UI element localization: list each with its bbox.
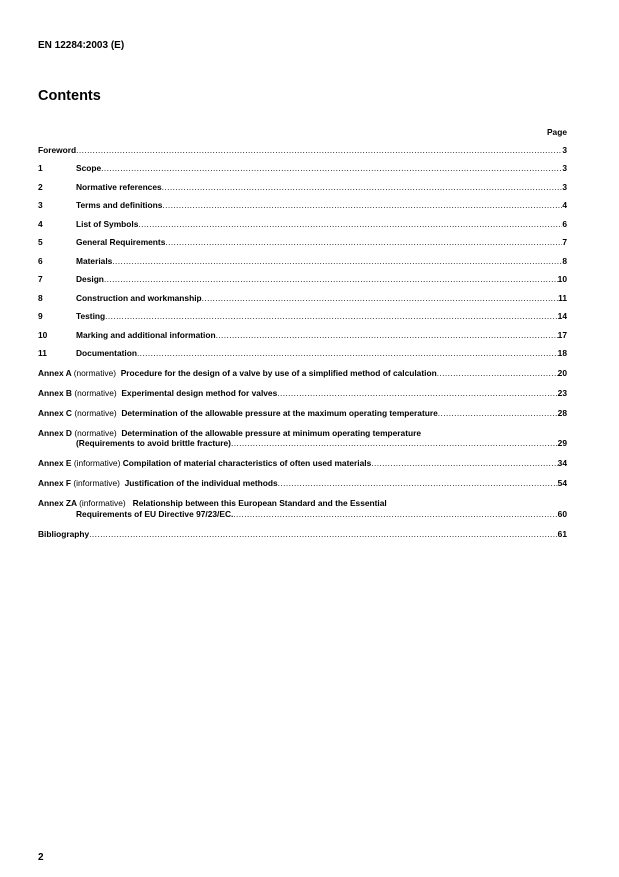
toc-entry-number: 11: [38, 348, 47, 359]
toc-entry-scope[interactable]: [38, 163, 567, 173]
toc-entry-page: 60: [557, 508, 567, 519]
toc-entry-number: 9: [38, 311, 43, 322]
toc-entry-marking[interactable]: [38, 330, 567, 340]
toc-entry-page: 3: [562, 163, 567, 174]
annex-type: (normative): [74, 428, 117, 439]
toc-entry-annex-a[interactable]: [38, 368, 567, 378]
page-number: 2: [38, 852, 44, 863]
toc-entry-foreword[interactable]: [38, 145, 567, 155]
dot-leader: [76, 145, 562, 155]
toc-entry-construction-and-workmanship[interactable]: [38, 293, 567, 303]
dot-leader: [371, 458, 557, 468]
toc-entry-page: 3: [562, 145, 567, 155]
toc-entry-materials[interactable]: [38, 256, 567, 266]
annex-type: (informative): [79, 498, 126, 509]
toc-entry-title: Foreword: [38, 145, 77, 155]
toc-entry-page: 34: [557, 458, 567, 469]
annex-title-line2: (Requirements to avoid brittle fracture): [76, 438, 231, 449]
dot-leader: [165, 237, 562, 247]
toc-entry-terms-and-definitions[interactable]: [38, 200, 567, 210]
document-id: EN 12284:2003 (E): [38, 40, 125, 51]
toc-entry-annex-e[interactable]: [38, 458, 567, 468]
toc-entry-title: Materials: [76, 255, 113, 266]
page-column-heading: Page: [546, 127, 567, 137]
dot-leader: [112, 256, 562, 266]
annex-title-line1: Determination of the allowable pressure at minimum operating temperature: [121, 428, 422, 439]
toc-entry-number: 7: [38, 274, 43, 285]
toc-entry-list-of-symbols[interactable]: [38, 219, 567, 229]
toc-entry-page: 20: [557, 368, 567, 379]
dot-leader: [233, 509, 557, 519]
toc-entry-testing[interactable]: [38, 311, 567, 321]
dot-leader: [278, 478, 558, 488]
dot-leader: [162, 200, 562, 210]
toc-entry-number: 10: [38, 329, 48, 340]
dot-leader: [216, 330, 558, 340]
toc-entry-number: 1: [38, 163, 43, 174]
toc-entry-title: General Requirements: [76, 237, 166, 248]
annex-label: Annex B: [38, 388, 72, 399]
annex-title: Determination of the allowable pressure at the maximum operating temperature: [121, 408, 438, 419]
toc-entry-title: Documentation: [76, 348, 137, 359]
toc-entry-title: Marking and additional information: [76, 329, 216, 340]
toc-entry-annex-b[interactable]: [38, 388, 567, 398]
toc-entry-number: 2: [38, 181, 43, 192]
toc-entry-normative-references[interactable]: [38, 182, 567, 192]
toc-entry-annex-za[interactable]: [38, 498, 567, 518]
toc-entry-general-requirements[interactable]: [38, 237, 567, 247]
toc-entry-page: 4: [562, 200, 567, 211]
toc-entry-page: 54: [557, 478, 567, 489]
annex-title: Procedure for the design of a valve by use of a simplified method of calculation: [120, 368, 437, 379]
annex-label: Annex ZA: [38, 498, 77, 509]
dot-leader: [437, 368, 558, 378]
annex-label: Annex E: [38, 458, 72, 469]
toc-entry-page: 29: [557, 438, 567, 449]
toc-entry-page: 7: [562, 237, 567, 248]
toc-entry-number: 3: [38, 200, 43, 211]
toc-entry-number: 4: [38, 218, 43, 229]
toc-entry-bibliography[interactable]: [38, 529, 567, 539]
annex-title-line1: Relationship between this European Standard and the Essential: [132, 498, 387, 509]
dot-leader: [101, 163, 562, 173]
toc-entry-annex-d[interactable]: [38, 428, 567, 448]
toc-entry-title: Construction and workmanship: [76, 292, 202, 303]
annex-title: Compilation of material characteristics of often used materials: [122, 458, 372, 469]
annex-label: Annex C: [38, 408, 72, 419]
toc-entry-page: 28: [557, 408, 567, 419]
toc-entry-page: 8: [562, 255, 567, 266]
toc-entry-page: 18: [557, 348, 567, 359]
dot-leader: [137, 348, 558, 358]
toc-entry-title: Design: [76, 274, 104, 285]
toc-entry-number: 8: [38, 292, 43, 303]
toc-entry-annex-c[interactable]: [38, 408, 567, 418]
toc-entry-title: Bibliography: [38, 528, 90, 539]
dot-leader: [138, 219, 562, 229]
toc-entry-number: 6: [38, 255, 43, 266]
annex-label: Annex A: [38, 368, 72, 379]
dot-leader: [231, 438, 558, 448]
table-of-contents: [38, 145, 567, 539]
annex-label: Annex D: [38, 428, 72, 439]
annex-type: (normative): [74, 408, 117, 419]
dot-leader: [162, 182, 563, 192]
page-title: Contents: [38, 88, 101, 104]
toc-entry-page: 3: [562, 181, 567, 192]
toc-entry-page: 61: [557, 528, 567, 539]
toc-entry-number: 5: [38, 237, 43, 248]
annex-title-line2: Requirements of EU Directive 97/23/EC.: [76, 508, 234, 519]
toc-entry-design[interactable]: [38, 274, 567, 284]
annex-type: (normative): [74, 388, 117, 399]
toc-entry-page: 14: [557, 311, 567, 322]
dot-leader: [89, 529, 557, 539]
annex-type: (normative): [73, 368, 117, 379]
annex-type: (informative): [73, 458, 121, 469]
toc-entry-page: 17: [557, 329, 567, 340]
toc-entry-title: Normative references: [76, 181, 162, 192]
toc-entry-title: List of Symbols: [76, 218, 139, 229]
toc-entry-documentation[interactable]: [38, 348, 567, 358]
toc-entry-title: Terms and definitions: [76, 200, 163, 211]
toc-entry-annex-f[interactable]: [38, 478, 567, 488]
toc-entry-title: Testing: [76, 311, 106, 322]
annex-type: (informative): [73, 478, 120, 489]
dot-leader: [104, 274, 558, 284]
annex-title: Justification of the individual methods: [124, 478, 278, 489]
annex-label: Annex F: [38, 478, 72, 489]
dot-leader: [438, 408, 558, 418]
dot-leader: [202, 293, 559, 303]
toc-entry-page: 10: [557, 274, 567, 285]
toc-entry-page: 23: [557, 388, 567, 399]
toc-entry-page: 6: [562, 218, 567, 229]
toc-entry-title: Scope: [76, 163, 102, 174]
dot-leader: [105, 311, 558, 321]
toc-entry-page: 11: [558, 292, 567, 303]
annex-title: Experimental design method for valves: [121, 388, 278, 399]
dot-leader: [277, 388, 557, 398]
